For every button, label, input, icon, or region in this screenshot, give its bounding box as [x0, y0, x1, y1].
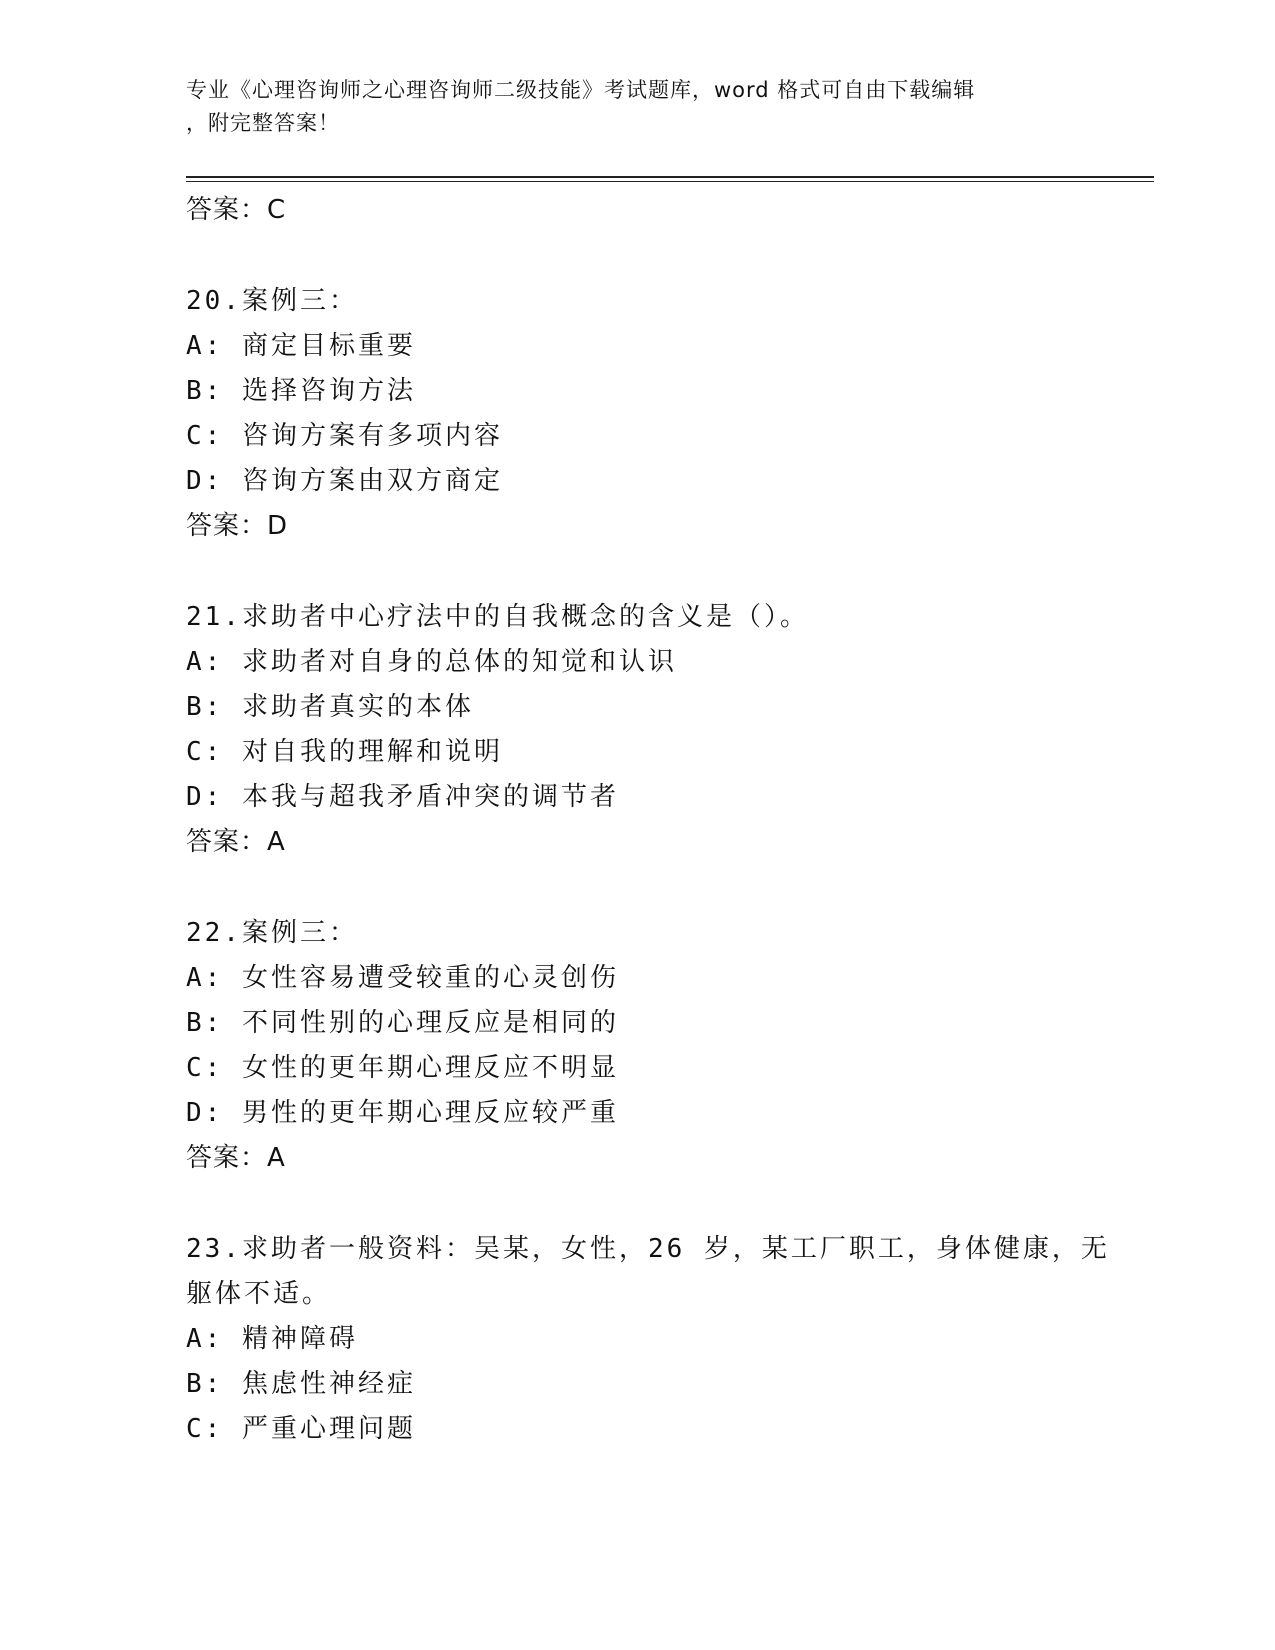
document-header: [186, 74, 1066, 140]
question-21-text: 21.求助者中心疗法中的自我概念的含义是（）。: [186, 602, 809, 632]
question-22-option-c: C: 女性的更年期心理反应不明显: [186, 1053, 619, 1083]
question-21-option-b: B: 求助者真实的本体: [186, 692, 474, 722]
question-22-option-a: A: 女性容易遭受较重的心灵创伤: [186, 963, 619, 993]
question-22-answer: 答案：A: [186, 1143, 286, 1173]
question-21-option-c: C: 对自我的理解和说明: [186, 737, 503, 767]
question-21-answer: 答案：A: [186, 827, 286, 857]
header-line-2: ，附完整答案！: [186, 111, 340, 135]
question-20-option-b: B: 选择咨询方法: [186, 376, 416, 406]
question-20-option-c: C: 咨询方案有多项内容: [186, 421, 503, 451]
question-22-text: 22.案例三：: [186, 918, 358, 948]
question-22-option-b: B: 不同性别的心理反应是相同的: [186, 1008, 619, 1038]
question-23-option-c: C: 严重心理问题: [186, 1414, 416, 1444]
question-23-option-a: A: 精神障碍: [186, 1324, 358, 1354]
spacer: [186, 233, 1116, 279]
question-20-text: 20.案例三：: [186, 286, 358, 316]
spacer: [186, 865, 1116, 911]
question-22-option-d: D: 男性的更年期心理反应较严重: [186, 1098, 619, 1128]
question-23: [186, 1227, 1116, 1452]
spacer: [186, 549, 1116, 595]
spacer: [186, 1181, 1116, 1227]
header-rule-thin: [186, 181, 1154, 182]
answer-19: 答案：C: [186, 195, 287, 225]
question-23-option-b: B: 焦虑性神经症: [186, 1369, 416, 1399]
question-23-text-line-1: 23.求助者一般资料：吴某，女性，26 岁，某工厂职工，身体健康，无: [186, 1234, 1110, 1264]
question-20-answer: 答案：D: [186, 511, 289, 541]
question-20: [186, 279, 1116, 549]
question-21-option-a: A: 求助者对自身的总体的知觉和认识: [186, 647, 677, 677]
header-rule-thick: [186, 176, 1154, 178]
question-21: [186, 595, 1116, 865]
question-20-option-d: D: 咨询方案由双方商定: [186, 466, 503, 496]
question-23-text-line-2: 躯体不适。: [186, 1279, 332, 1309]
header-line-1: 专业《心理咨询师之心理咨询师二级技能》考试题库，word 格式可自由下载编辑: [186, 78, 976, 102]
question-22: [186, 911, 1116, 1181]
question-21-option-d: D: 本我与超我矛盾冲突的调节者: [186, 782, 619, 812]
document-body: [186, 188, 1116, 1452]
question-20-option-a: A: 商定目标重要: [186, 331, 416, 361]
